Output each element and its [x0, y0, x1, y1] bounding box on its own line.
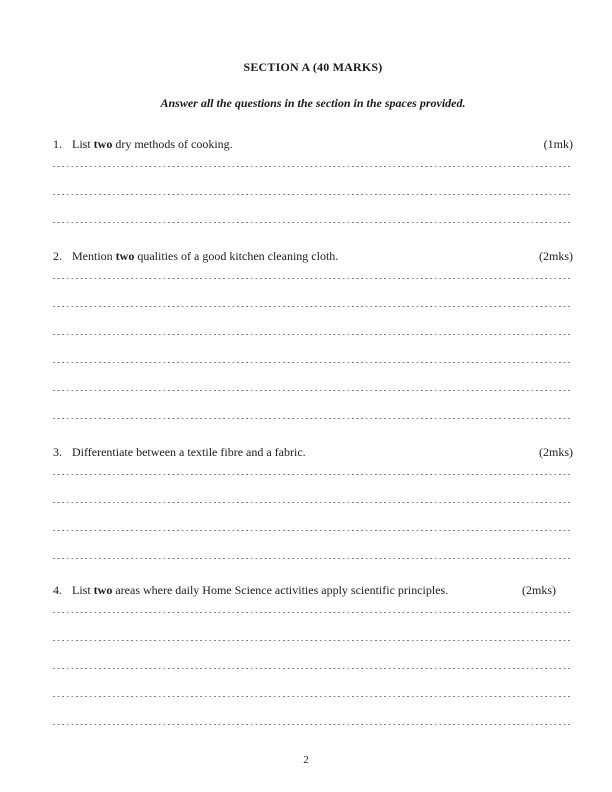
answer-line: [53, 194, 573, 195]
instruction-line: Answer all the questions in the section in the spaces provided.: [160, 96, 466, 110]
answer-line: [53, 390, 573, 391]
answer-line: [53, 668, 573, 669]
answer-space: [53, 474, 573, 559]
question-text-prefix: Mention: [72, 249, 116, 263]
answer-line: [53, 696, 573, 697]
answer-line: [53, 306, 573, 307]
question-2-row: [53, 249, 573, 264]
question-4: [53, 583, 573, 725]
answer-line: [53, 612, 573, 613]
marks-label: (2mks): [539, 445, 573, 459]
question-text-suffix: areas where daily Home Science activities apply scientific principles.: [112, 583, 449, 597]
answer-line: [53, 362, 573, 363]
question-text-suffix: dry methods of cooking.: [112, 137, 233, 151]
answer-line: [53, 474, 573, 475]
question-1-row: [53, 137, 573, 152]
answer-line: [53, 278, 573, 279]
answer-line: [53, 558, 573, 559]
answer-space: [53, 166, 573, 223]
answer-line: [53, 502, 573, 503]
answer-line: [53, 166, 573, 167]
question-text-prefix: List: [72, 137, 94, 151]
marks-label: (2mks): [522, 583, 556, 597]
question-number: 3.: [53, 445, 62, 459]
answer-space: [53, 612, 573, 725]
question-3-row: [53, 445, 573, 460]
question-text-bold: two: [93, 137, 113, 151]
question-text: [72, 445, 306, 460]
section-title: SECTION A (40 MARKS): [243, 60, 383, 74]
question-text: [72, 137, 233, 152]
question-text-bold: two: [93, 583, 113, 597]
question-2: [53, 249, 573, 419]
question-number: 1.: [53, 137, 62, 151]
question-number: 2.: [53, 249, 62, 263]
answer-line: [53, 334, 573, 335]
question-text: [72, 583, 448, 598]
marks-label: (1mk): [543, 137, 573, 151]
answer-line: [53, 418, 573, 419]
question-4-row: [53, 583, 573, 598]
answer-space: [53, 278, 573, 419]
question-text-bold: two: [115, 249, 135, 263]
marks-label: (2mks): [539, 249, 573, 263]
question-text-prefix: Differentiate between a textile fibre and a fabric.: [72, 445, 306, 459]
question-3: [53, 445, 573, 559]
answer-line: [53, 724, 573, 725]
question-number: 4.: [53, 583, 62, 597]
answer-line: [53, 530, 573, 531]
question-text: [72, 249, 338, 264]
question-text-suffix: qualities of a good kitchen cleaning cloth.: [134, 249, 339, 263]
answer-line: [53, 640, 573, 641]
page-number: 2: [303, 754, 309, 766]
question-text-prefix: List: [72, 583, 94, 597]
answer-line: [53, 222, 573, 223]
question-1: [53, 137, 573, 223]
